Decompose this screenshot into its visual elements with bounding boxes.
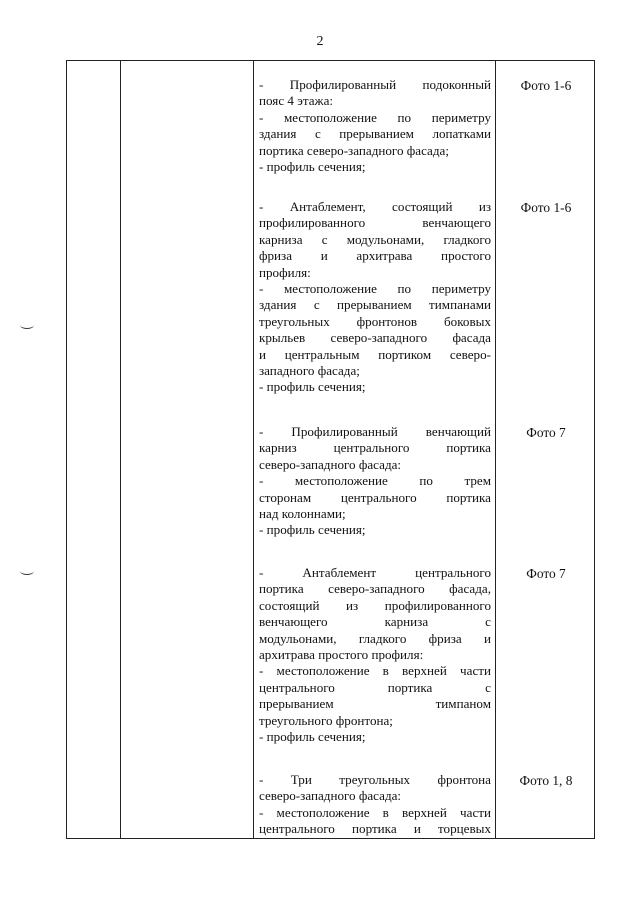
text-line: - местоположение в верхней части	[259, 663, 491, 679]
text-line: и центральным портиком северо-	[259, 346, 491, 362]
text-line: - Профилированный венчающий	[259, 424, 491, 439]
table-left-border	[66, 60, 67, 839]
text-line: - Антаблемент центрального	[259, 565, 491, 580]
text-line: - профиль сечения;	[259, 729, 366, 745]
text-line: модульонами, гладкого фриза и	[259, 630, 491, 646]
text-line: портика северо-западного фасада,	[259, 581, 491, 597]
page-number: 2	[316, 34, 324, 49]
text-line: венчающего карниза с	[259, 614, 491, 630]
text-line: здания с прерыванием лопатками	[259, 126, 491, 142]
text-line: здания с прерыванием тимпанами	[259, 297, 491, 313]
text-line: портика северо-западного фасада;	[259, 142, 449, 158]
text-line: - профиль сечения;	[259, 522, 366, 538]
text-line: - местоположение по периметру	[259, 109, 491, 125]
row-4-photo-ref: Фото 7	[526, 566, 566, 581]
text-line: - профиль сечения;	[259, 159, 366, 175]
table-top-border	[66, 60, 595, 61]
column-divider-2	[253, 60, 254, 839]
text-line: - профиль сечения;	[259, 379, 366, 395]
table-right-border	[594, 60, 595, 839]
text-line: - Профилированный подоконный	[259, 77, 491, 92]
text-line: прерыванием тимпаном	[259, 696, 491, 712]
text-line: архитрава простого профиля:	[259, 647, 424, 663]
row-2-photo-ref: Фото 1-6	[520, 200, 572, 215]
text-line: фриза и архитрава простого	[259, 248, 491, 264]
text-line: карниза с модульонами, гладкого	[259, 231, 491, 247]
text-line: - местоположение по периметру	[259, 281, 491, 297]
binding-mark-lower	[20, 567, 34, 575]
text-line: - Антаблемент, состоящий из	[259, 199, 491, 214]
text-line: карниз центрального портика	[259, 440, 491, 456]
text-line: пояс 4 этажа:	[259, 93, 334, 109]
row-5-photo-ref: Фото 1, 8	[519, 773, 573, 788]
text-line: северо-западного фасада:	[259, 788, 402, 804]
text-line: центрального портика и торцевых	[259, 821, 491, 837]
text-line: центрального портика с	[259, 679, 491, 695]
text-line: профиля:	[259, 264, 311, 280]
text-line: профилированного венчающего	[259, 215, 491, 231]
text-line: - местоположение в верхней части	[259, 804, 491, 820]
text-line: треугольного фронтона;	[259, 712, 393, 728]
row-4-description	[259, 565, 491, 745]
text-line: крыльев северо-западного фасада	[259, 330, 491, 346]
text-line: состоящий из профилированного	[259, 597, 491, 613]
row-2-description	[259, 199, 491, 396]
row-3-description	[259, 424, 491, 539]
text-line: над колоннами;	[259, 506, 346, 522]
row-1-description	[259, 77, 491, 175]
text-line: - местоположение по трем	[259, 473, 491, 489]
table-bottom-border	[66, 838, 595, 839]
column-divider-1	[120, 60, 121, 839]
text-line: сторонам центрального портика	[259, 489, 491, 505]
column-divider-3	[495, 60, 496, 839]
text-line: западного фасада;	[259, 363, 360, 379]
text-line: треугольных фронтонов боковых	[259, 313, 491, 329]
row-3-photo-ref: Фото 7	[526, 425, 566, 440]
row-5-description	[259, 772, 491, 838]
binding-mark-upper	[20, 321, 34, 329]
text-line: - Три треугольных фронтона	[259, 772, 491, 787]
row-1-photo-ref: Фото 1-6	[520, 78, 572, 93]
text-line: северо-западного фасада:	[259, 456, 402, 472]
